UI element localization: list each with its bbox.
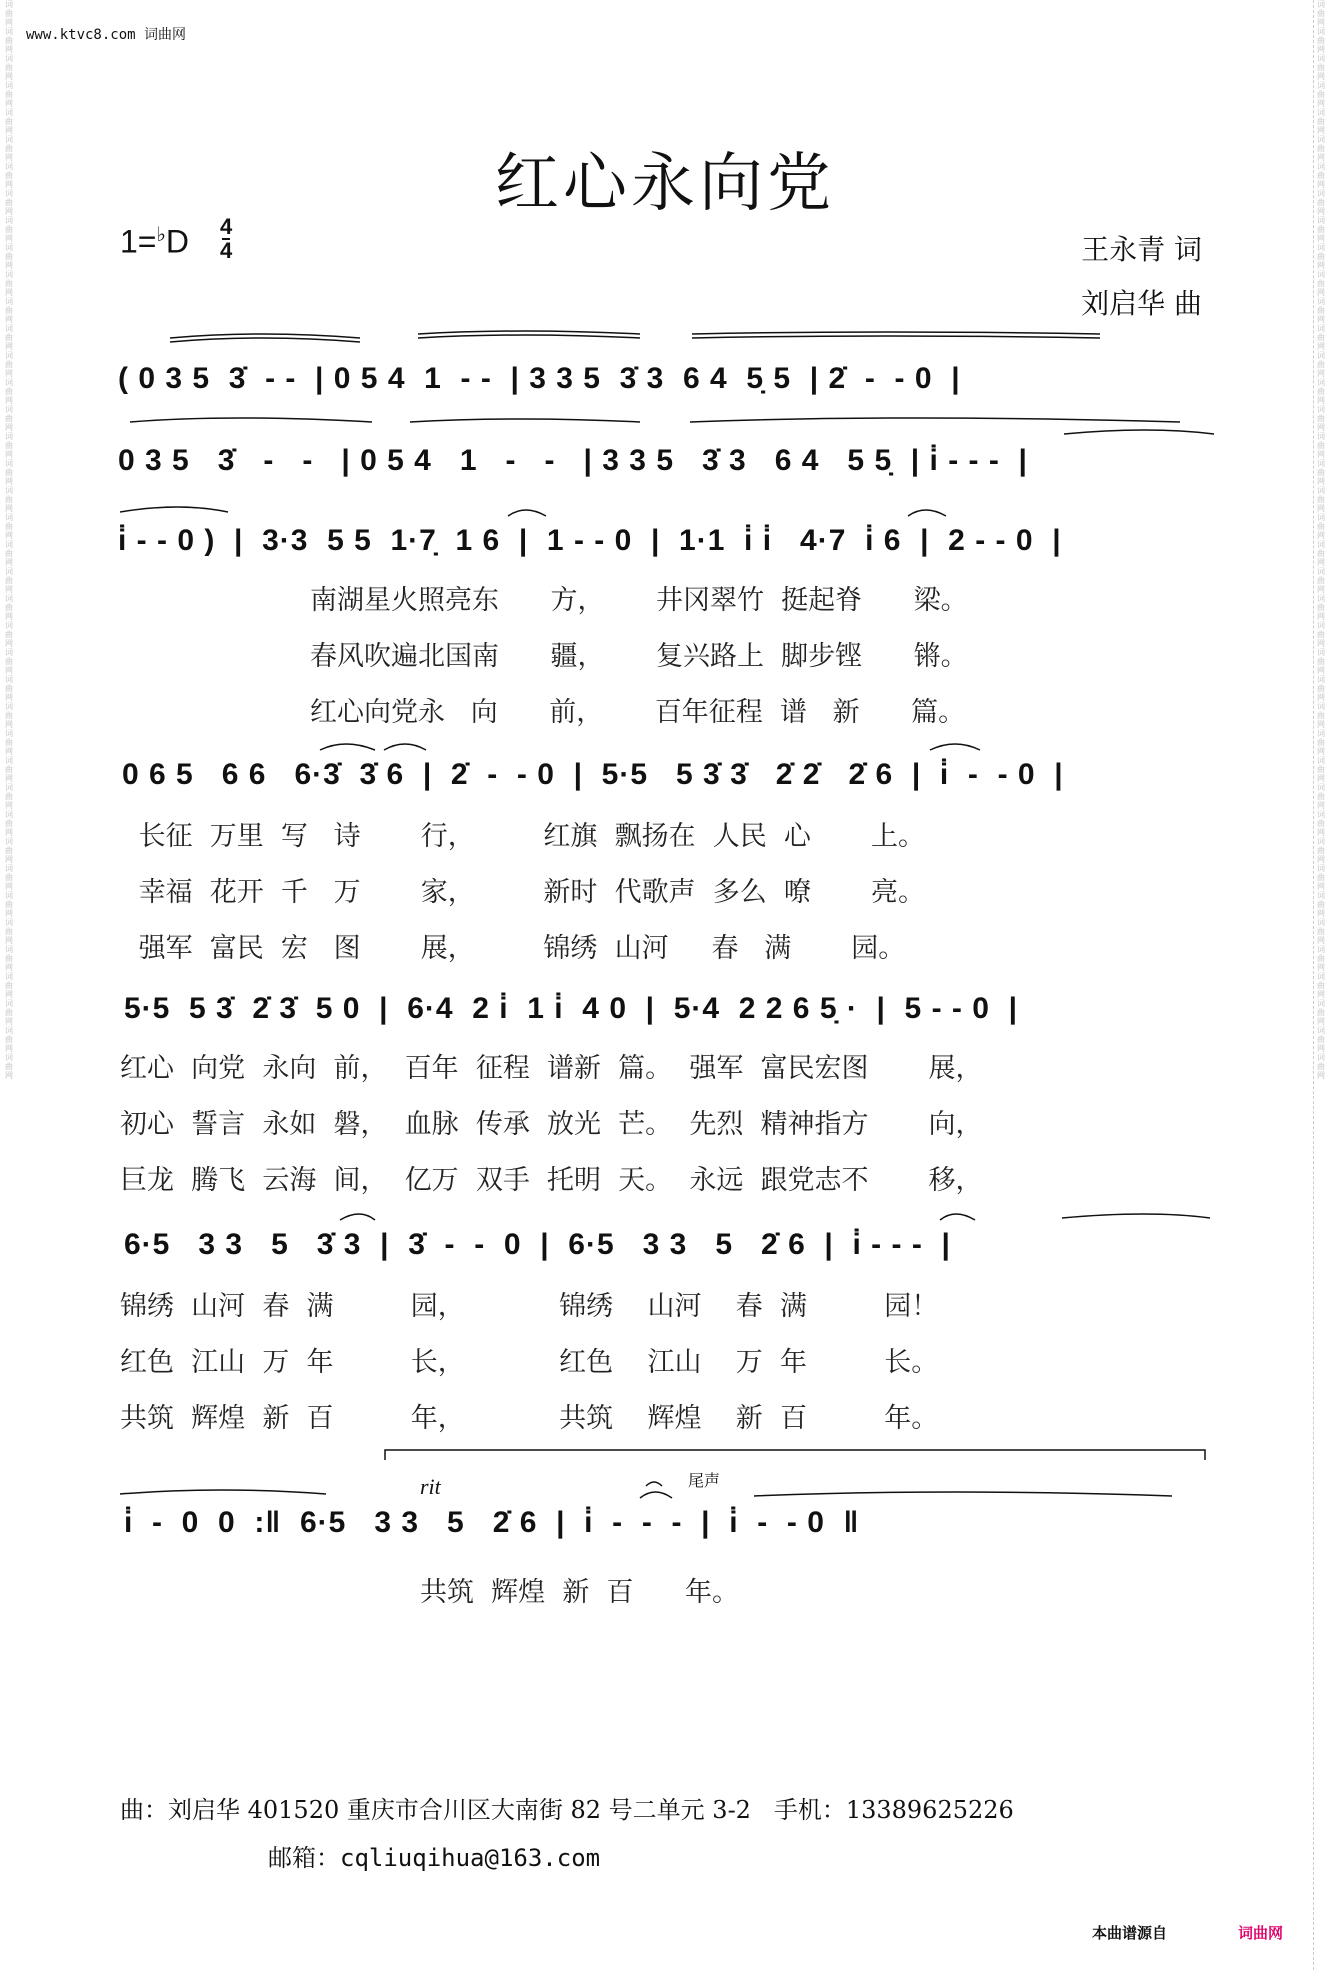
key-note: D bbox=[165, 223, 190, 260]
footer-email-row bbox=[268, 1838, 600, 1873]
time-bottom: 4 bbox=[220, 238, 233, 263]
system-6-lyric-3: 共筑 辉煌 新 百 年， 共筑 辉煌 新 百 年。 bbox=[120, 1403, 939, 1434]
system-3-notes: i̇ - - 0 ) | 3·3 5 5 1·7̣ 1 6 | 1 - - 0 | 1·1 i̇ i̇ 4·7 i̇ 6 | 2 - - 0 | bbox=[118, 524, 1062, 557]
system-5-lyric-3: 巨龙 腾飞 云海 间， 亿万 双手 托明 天。 永远 跟党志不 移， bbox=[120, 1165, 983, 1196]
time-top: 4 bbox=[220, 214, 233, 239]
left-watermark-strip: 词曲网 词曲网 词曲网 词曲网 词曲网 词曲网 词曲网 词曲网 词曲网 词曲网 词曲网 词曲网 词曲网 词曲网 词曲网 词曲网 词曲网 词曲网 词曲网 词曲网 词曲网 词曲网 词曲网 词曲网 词曲网 词曲网 词曲网 词曲网 词曲网 词曲网 词曲网 词曲网 词曲网 词曲网 词曲网 词曲网 词曲网 词曲网 词曲网 词曲网 bbox=[5, 0, 16, 1080]
coda-mark: 尾声 bbox=[688, 1471, 721, 1490]
system-4-lyric-3: 强军 富民 宏 图 展， 锦绣 山河 春 满 园。 bbox=[130, 933, 906, 964]
key-prefix: 1= bbox=[120, 223, 157, 260]
system-7-notes: i̇ - 0 0 :‖ 6·5 3 3 5 2̇ 6 | i̇ - - - | i̇ - - 0 ‖ bbox=[124, 1506, 860, 1539]
system-4-lyric-2: 幸福 花开 千 万 家， 新时 代歌声 多么 嘹 亮。 bbox=[130, 877, 925, 908]
flat-symbol: ♭ bbox=[156, 224, 166, 246]
system-5-lyric-1: 红心 向党 永向 前， 百年 征程 谱新 篇。 强军 富民宏图 展， bbox=[120, 1053, 983, 1084]
system-4-notes: 0 6 5 6 6 6·3̇ 3̇ 6 | 2̇ - - 0 | 5·5 5 3̇ 3̇ 2̇ 2̇ 2̇ 6 | i̇ - - 0 | bbox=[122, 758, 1064, 791]
system-6-notes: 6·5 3 3 5 3̇ 3 | 3̇ - - 0 | 6·5 3 3 5 2̇ 6 | i̇ - - - | bbox=[124, 1228, 951, 1261]
system-6-lyric-2: 红色 江山 万 年 长， 红色 江山 万 年 长。 bbox=[120, 1347, 939, 1378]
system-1-notes: ( 0 3 5 3̇ - - | 0 5 4 1 - - | 3 3 5 3̇ 3 6 4 5̣ 5 | 2̇ - - 0 | bbox=[118, 362, 961, 395]
email-label: 邮箱： bbox=[268, 1844, 340, 1872]
system-3-lyric-1: 南湖星火照亮东 方， 井冈翠竹 挺起脊 梁。 bbox=[310, 585, 968, 616]
site-label[interactable]: www.ktvc8.com 词曲网 bbox=[26, 27, 187, 43]
system-3-lyric-3: 红心向党永 向 前， 百年征程 谱 新 篇。 bbox=[310, 697, 966, 728]
brand-link[interactable]: 词曲网 bbox=[1238, 1924, 1284, 1942]
composer-credit: 刘启华 曲 bbox=[1081, 287, 1202, 320]
system-3-lyric-2: 春风吹遍北国南 疆， 复兴路上 脚步铿 锵。 bbox=[310, 641, 968, 672]
system-5-notes: 5·5 5 3̇ 2̇ 3̇ 5 0 | 6·4 2 i̇ 1 i̇ 4 0 | 5·4 2 2 6 5̣ · | 5 - - 0 | bbox=[124, 992, 1018, 1025]
right-watermark-strip: 词曲网 词曲网 词曲网 词曲网 词曲网 词曲网 词曲网 词曲网 词曲网 词曲网 词曲网 词曲网 词曲网 词曲网 词曲网 词曲网 词曲网 词曲网 词曲网 词曲网 词曲网 词曲网 词曲网 词曲网 词曲网 词曲网 词曲网 词曲网 词曲网 词曲网 词曲网 词曲网 词曲网 词曲网 词曲网 词曲网 词曲网 词曲网 词曲网 词曲网 bbox=[1313, 0, 1328, 1970]
footer-contact: 曲：刘启华 401520 重庆市合川区大南街 82 号二单元 3-2 手机：13389625226 bbox=[120, 1796, 1014, 1824]
lyricist-credit: 王永青 词 bbox=[1081, 233, 1202, 266]
system-4-lyric-1: 长征 万里 写 诗 行， 红旗 飘扬在 人民 心 上。 bbox=[130, 821, 925, 852]
system-6-lyric-1: 锦绣 山河 春 满 园， 锦绣 山河 春 满 园！ bbox=[120, 1291, 939, 1322]
system-5-lyric-2: 初心 誓言 永如 磐， 血脉 传承 放光 芒。 先烈 精神指方 向， bbox=[120, 1109, 983, 1140]
tempo-mark: rit bbox=[420, 1474, 441, 1499]
system-2-notes: 0 3 5 3̇ - - | 0 5 4 1 - - | 3 3 5 3̇ 3 6 4 5 5̣ | i̇ - - - | bbox=[118, 444, 1028, 477]
system-7-lyric-1: 共筑 辉煌 新 百 年。 bbox=[420, 1577, 739, 1608]
source-label: 本曲谱源自 bbox=[1092, 1924, 1168, 1942]
email-address[interactable]: cqliuqihua@163.com bbox=[340, 1844, 601, 1872]
song-title: 红心永向党 bbox=[495, 147, 835, 221]
